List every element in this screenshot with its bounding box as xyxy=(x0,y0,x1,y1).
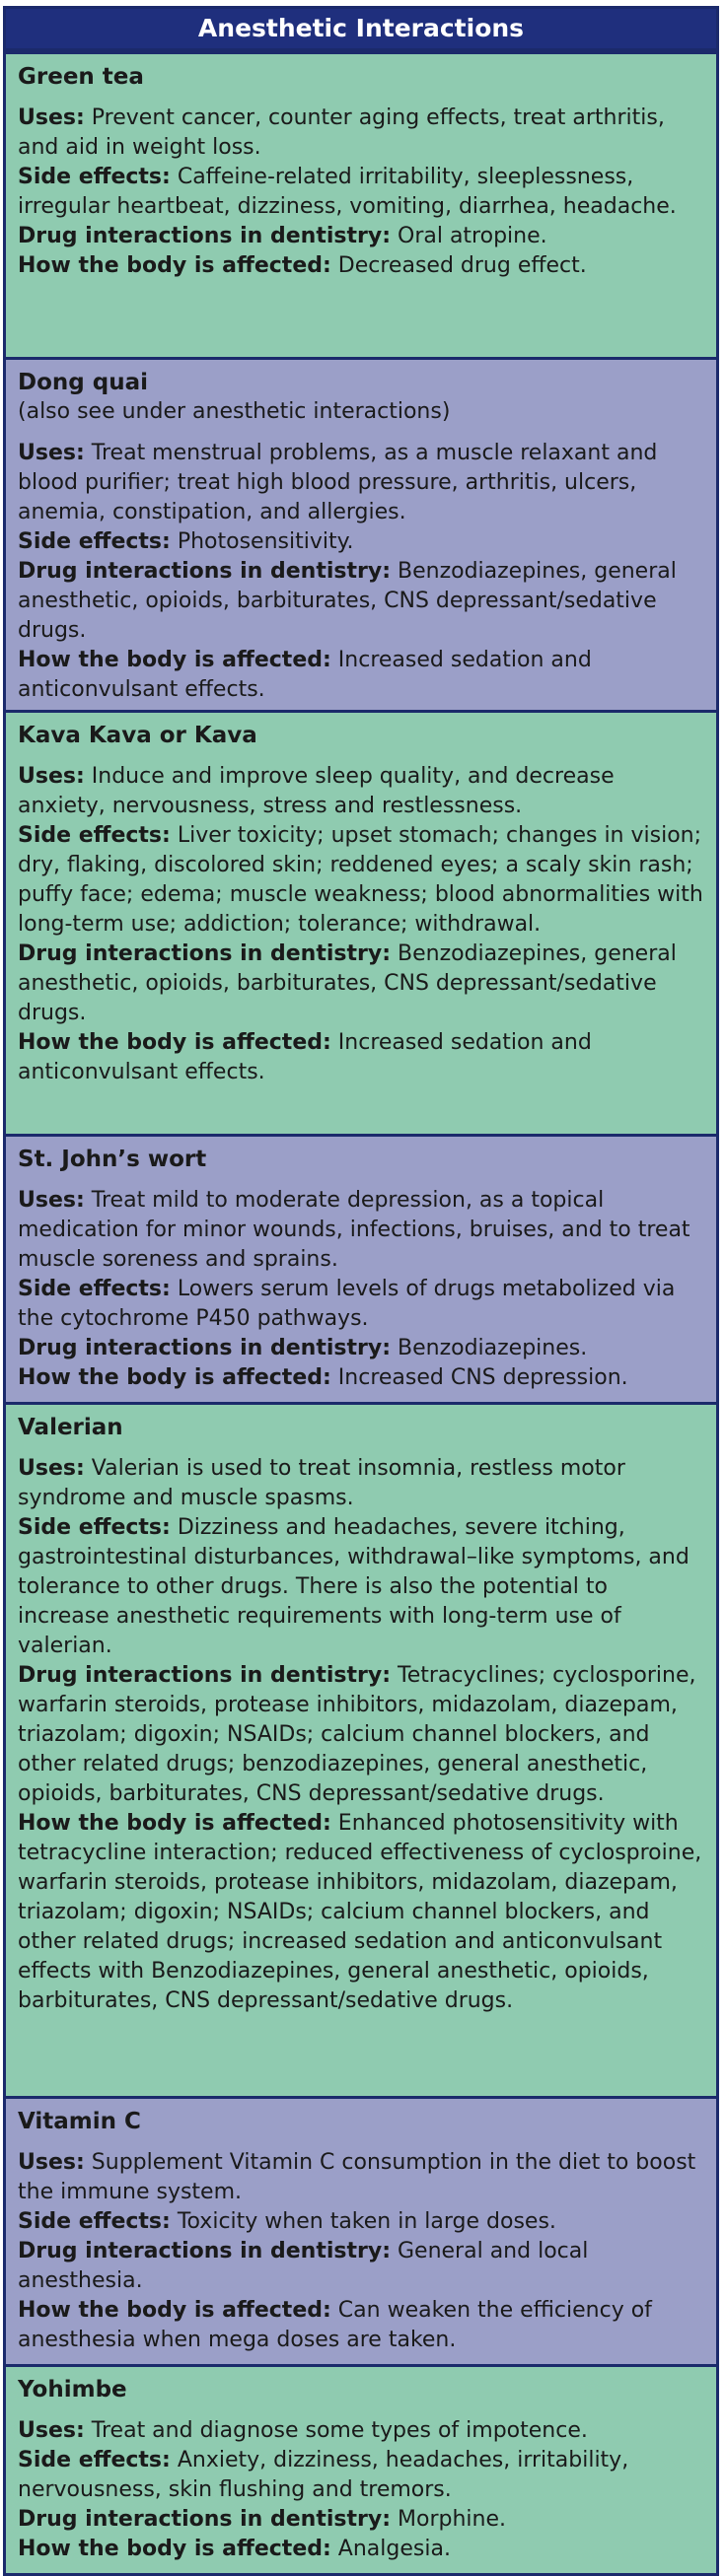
herb-name: Kava Kava or Kava xyxy=(18,723,257,748)
uses-text: Valerian is used to treat insomnia, restless motor syndrome and muscle spasms. xyxy=(18,1456,625,1510)
interactions-text: Benzodiazepines, general anesthetic, opioids, barbiturates, CNS depressant/sedative drugs. xyxy=(18,559,677,643)
body-affected-row xyxy=(18,1363,704,1393)
body-affected-label: How the body is affected: xyxy=(18,1030,331,1055)
interactions-label: Drug interactions in dentistry: xyxy=(18,2507,391,2532)
body-affected-text: Enhanced photosensitivity with tetracycline interaction; reduced effectiveness of cyclosproine, warfarin steroids, protease inhibitors, midazolam, diazepam, triazolam; digoxin; NSAIDs; calcium channel blockers, and other related drugs; increased sedation and anticonvulsant effects with Benzodiazepines, general anesthetic, opioids, barbiturates, CNS depressant/sedative drugs. xyxy=(18,1811,702,2013)
section-kava xyxy=(6,710,716,1134)
interactions-text: Tetracyclines; cyclosporine, warfarin steroids, protease inhibitors, midazolam, diazepam, triazolam; digoxin; NSAIDs; calcium channel blockers, and other related drugs; benzodiazepines, general anesthetic, opioids, barbiturates, CNS depressant/sedative drugs. xyxy=(18,1663,696,1806)
interactions-text: General and local anesthesia. xyxy=(18,2239,589,2293)
uses-row xyxy=(18,104,704,163)
side-effects-row xyxy=(18,2446,704,2505)
body-affected-label: How the body is affected: xyxy=(18,1365,331,1390)
body-affected-text: Decreased drug effect. xyxy=(337,253,587,278)
side-effects-row xyxy=(18,2207,704,2237)
interactions-label: Drug interactions in dentistry: xyxy=(18,559,391,584)
uses-text: Induce and improve sleep quality, and decrease anxiety, nervousness, stress and restlessness. xyxy=(18,764,615,818)
herb-name: Green tea xyxy=(18,64,144,90)
side-effects-label: Side effects: xyxy=(18,1277,171,1301)
side-effects-text: Lowers serum levels of drugs metabolized via the cytochrome P450 pathways. xyxy=(18,1277,676,1331)
body-affected-row xyxy=(18,1809,704,2016)
side-effects-row xyxy=(18,527,704,557)
interactions-row xyxy=(18,2505,704,2535)
interactions-row xyxy=(18,1334,704,1363)
interactions-text: Benzodiazepines. xyxy=(398,1336,588,1360)
side-effects-row xyxy=(18,1513,704,1661)
interactions-row xyxy=(18,1661,704,1809)
side-effects-text: Caffeine-related irritability, sleeplessness, irregular heartbeat, dizziness, vomiting, diarrhea, headache. xyxy=(18,165,677,219)
interactions-text: Benzodiazepines, general anesthetic, opioids, barbiturates, CNS depressant/sedative drugs. xyxy=(18,941,677,1025)
uses-label: Uses: xyxy=(18,2418,85,2443)
uses-text: Supplement Vitamin C consumption in the diet to boost the immune system. xyxy=(18,2150,696,2204)
interactions-text: Oral atropine. xyxy=(398,224,547,248)
section-green-tea xyxy=(6,51,716,357)
herb-name: Vitamin C xyxy=(18,2109,141,2134)
section-vitamin-c xyxy=(6,2096,716,2364)
section-st-johns-wort xyxy=(6,1134,716,1402)
interactions-row xyxy=(18,940,704,1028)
section-dong-quai xyxy=(6,357,716,710)
uses-text: Treat mild to moderate depression, as a topical medication for minor wounds, infections, bruises, and to treat muscle soreness and sprains. xyxy=(18,1188,690,1272)
body-affected-row xyxy=(18,2296,704,2355)
uses-row xyxy=(18,1186,704,1275)
interactions-label: Drug interactions in dentistry: xyxy=(18,1663,391,1688)
uses-text: Treat and diagnose some types of impotence. xyxy=(91,2418,588,2443)
side-effects-text: Liver toxicity; upset stomach; changes in vision; dry, flaking, discolored skin; reddened eyes; a scaly skin rash; puffy face; edema; muscle weakness; blood abnormalities with long-term use; addiction; tolerance; withdrawal. xyxy=(18,823,703,937)
body-affected-text: Increased CNS depression. xyxy=(337,1365,628,1390)
uses-label: Uses: xyxy=(18,1456,85,1481)
interactions-row xyxy=(18,557,704,646)
body-affected-text: Can weaken the efficiency of anesthesia when mega doses are taken. xyxy=(18,2298,652,2352)
uses-text: Prevent cancer, counter aging effects, treat arthritis, and aid in weight loss. xyxy=(18,105,665,160)
side-effects-text: Anxiety, dizziness, headaches, irritability, nervousness, skin flushing and tremors. xyxy=(18,2448,629,2502)
body-affected-label: How the body is affected: xyxy=(18,1811,331,1836)
uses-text: Treat menstrual problems, as a muscle relaxant and blood purifier; treat high blood pressure, arthritis, ulcers, anemia, constipation, and allergies. xyxy=(18,441,658,524)
uses-label: Uses: xyxy=(18,1188,85,1213)
interactions-row xyxy=(18,2237,704,2296)
body-affected-row xyxy=(18,2535,704,2564)
section-yohimbe xyxy=(6,2364,716,2573)
body-affected-text: Increased sedation and anticonvulsant effects. xyxy=(18,1030,592,1084)
uses-label: Uses: xyxy=(18,764,85,789)
side-effects-label: Side effects: xyxy=(18,823,171,848)
interactions-label: Drug interactions in dentistry: xyxy=(18,1336,391,1360)
interactions-label: Drug interactions in dentistry: xyxy=(18,941,391,966)
uses-row xyxy=(18,2416,704,2446)
uses-label: Uses: xyxy=(18,441,85,465)
uses-row xyxy=(18,2148,704,2207)
side-effects-text: Photosensitivity. xyxy=(177,529,354,554)
table-title: Anesthetic Interactions xyxy=(6,9,716,51)
body-affected-label: How the body is affected: xyxy=(18,2537,331,2561)
side-effects-row xyxy=(18,821,704,940)
side-effects-label: Side effects: xyxy=(18,2209,171,2234)
body-affected-text: Increased sedation and anticonvulsant effects. xyxy=(18,648,592,702)
uses-label: Uses: xyxy=(18,2150,85,2175)
uses-row xyxy=(18,439,704,527)
body-affected-label: How the body is affected: xyxy=(18,253,331,278)
herb-name: Dong quai xyxy=(18,370,148,395)
interactions-text: Morphine. xyxy=(398,2507,506,2532)
interactions-label: Drug interactions in dentistry: xyxy=(18,224,391,248)
side-effects-text: Dizziness and headaches, severe itching, gastrointestinal disturbances, withdrawal–like symptoms, and tolerance to other drugs. There is also the potential to increase anesthetic requirements with long-term use of valerian. xyxy=(18,1515,690,1658)
body-affected-row xyxy=(18,1028,704,1087)
uses-label: Uses: xyxy=(18,105,85,130)
body-affected-row xyxy=(18,646,704,705)
section-valerian xyxy=(6,1402,716,2096)
side-effects-row xyxy=(18,163,704,222)
body-affected-row xyxy=(18,251,704,281)
side-effects-label: Side effects: xyxy=(18,165,171,189)
body-affected-label: How the body is affected: xyxy=(18,2298,331,2323)
interactions-row xyxy=(18,222,704,251)
uses-row xyxy=(18,762,704,821)
side-effects-row xyxy=(18,1275,704,1334)
herb-name: St. John’s wort xyxy=(18,1147,207,1172)
body-affected-label: How the body is affected: xyxy=(18,648,331,672)
side-effects-text: Toxicity when taken in large doses. xyxy=(177,2209,556,2234)
herb-name: Yohimbe xyxy=(18,2377,127,2402)
side-effects-label: Side effects: xyxy=(18,2448,171,2472)
anesthetic-interactions-table xyxy=(3,6,719,2576)
interactions-label: Drug interactions in dentistry: xyxy=(18,2239,391,2263)
side-effects-label: Side effects: xyxy=(18,529,171,554)
body-affected-text: Analgesia. xyxy=(337,2537,451,2561)
side-effects-label: Side effects: xyxy=(18,1515,171,1540)
herb-name: Valerian xyxy=(18,1415,123,1440)
uses-row xyxy=(18,1454,704,1513)
herb-note: (also see under anesthetic interactions) xyxy=(18,399,451,424)
